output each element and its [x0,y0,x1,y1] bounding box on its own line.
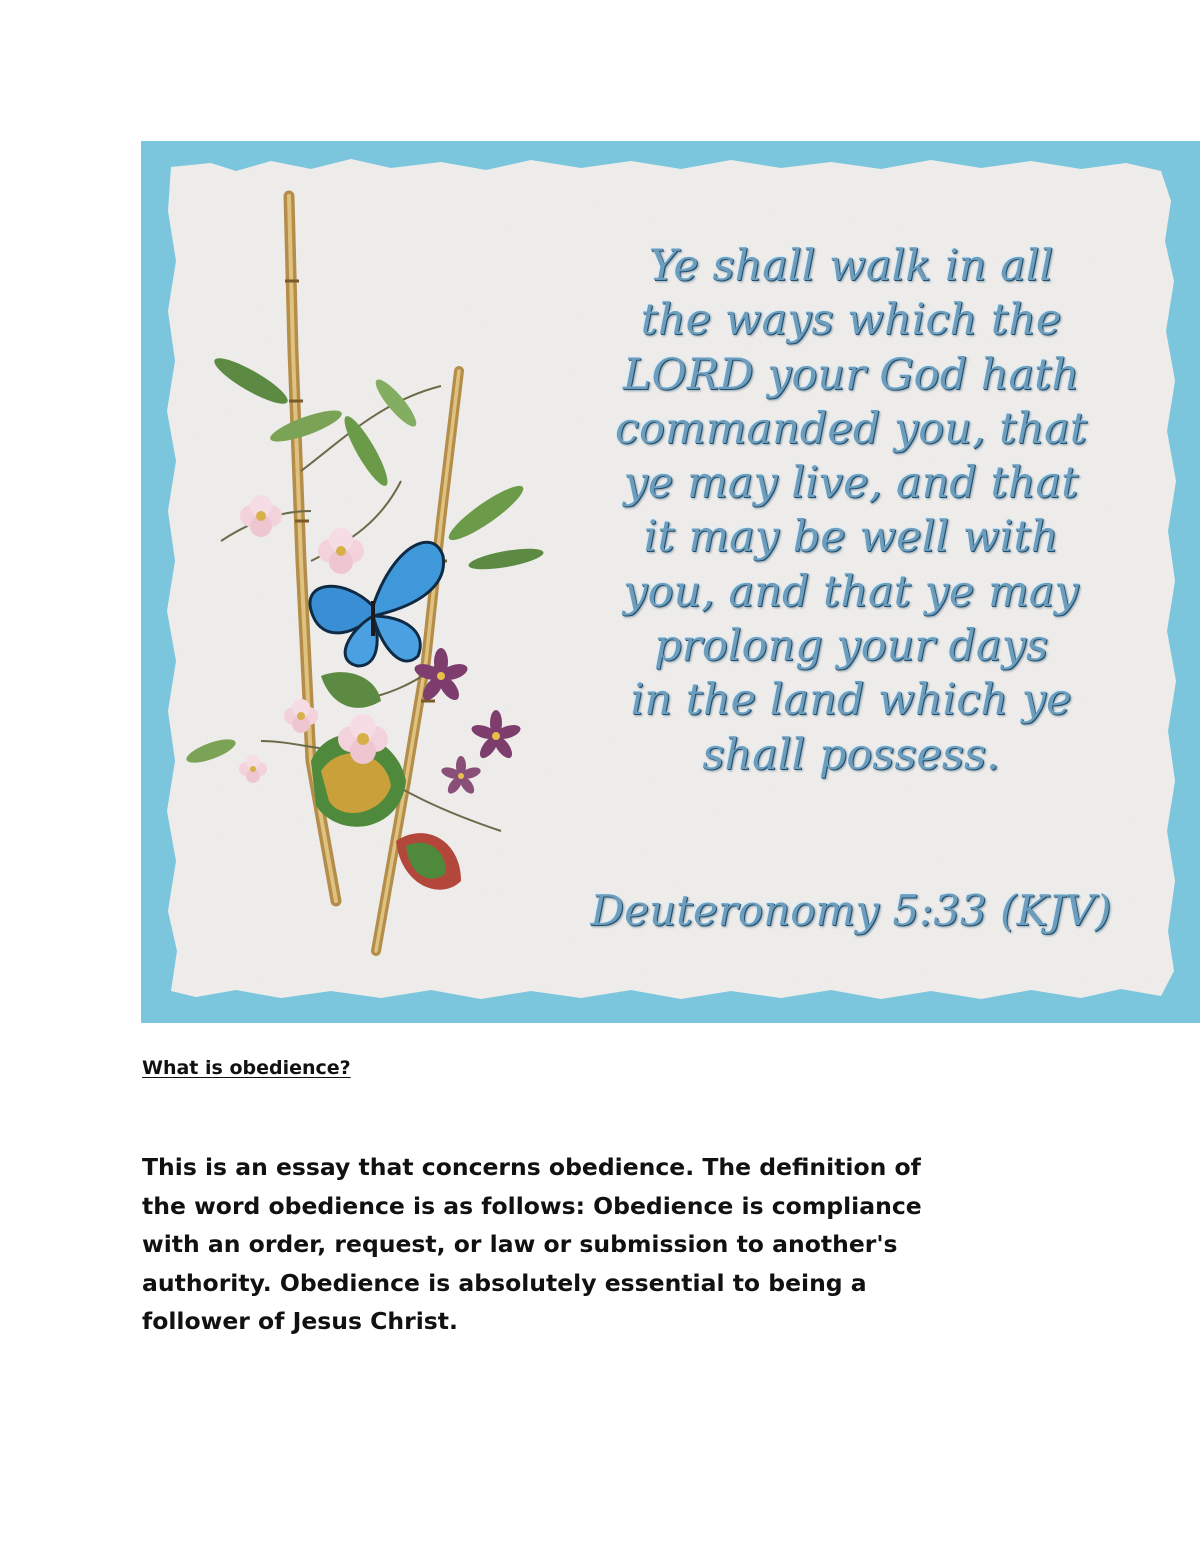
paragraph-line: follower of Jesus Christ. [142,1307,458,1335]
verse-line: shall possess. [702,729,1000,780]
verse-line: the ways which the [640,295,1062,346]
verse-line: Ye shall walk in all [648,241,1054,291]
paragraph-line: with an order, request, or law or submission to another's [142,1230,898,1258]
verse-line: commanded you, that [614,403,1088,454]
body-paragraph [142,1148,1042,1341]
paragraph-line: This is an essay that concerns obedience. The definition of [142,1153,921,1181]
verse-text [571,239,1131,782]
verse-line: ye may live, and that [623,458,1079,509]
verse-line: LORD your God hath [622,349,1080,400]
paragraph-line: authority. Obedience is absolutely essential to being a [142,1268,867,1297]
verse-line: it may be well with [643,512,1059,563]
verse-line: prolong your days [653,621,1049,672]
verse-image [141,141,1200,1023]
section-heading: What is obedience? [142,1057,351,1079]
verse-reference: Deuteronomy 5:33 (KJV) [590,886,1112,935]
paragraph-line: the word obedience is as follows: Obedience is compliance [142,1191,922,1220]
verse-line: in the land which ye [630,675,1072,726]
verse-line: you, and that ye may [623,566,1079,617]
